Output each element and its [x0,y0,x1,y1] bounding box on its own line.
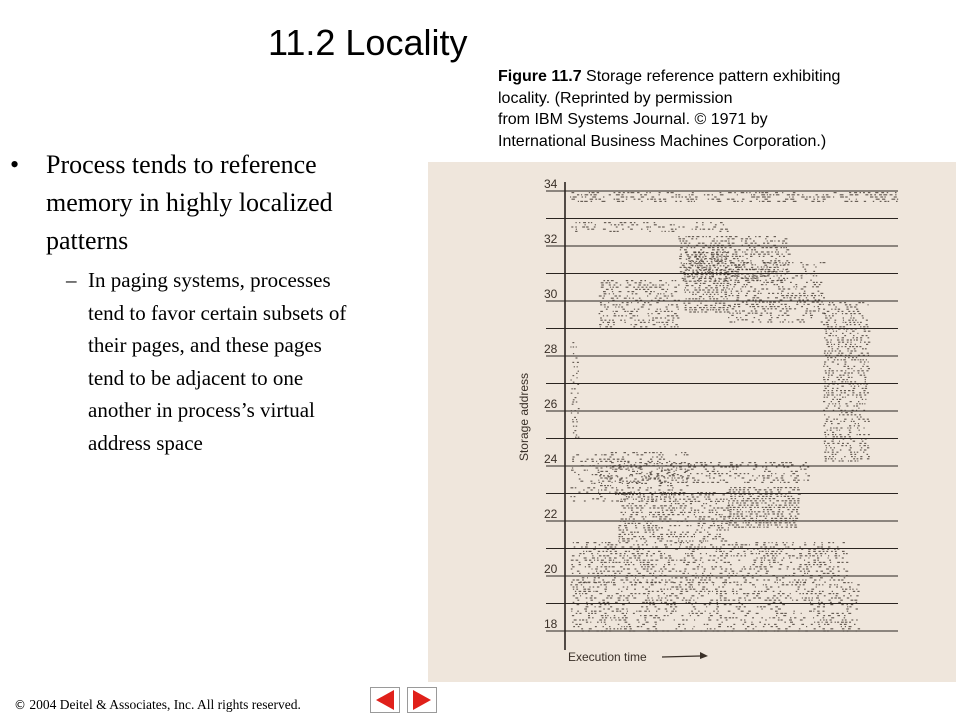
caption-label: Figure 11.7 [498,68,582,85]
bullet-line-1: Process tends to reference [46,150,317,179]
y-tick-label: 24 [544,452,558,466]
y-tick-labels [544,177,558,631]
sub-bullet-line-1: In paging systems, processes [88,268,331,292]
footer-copyright [14,697,301,713]
sub-bullet-item [10,264,425,459]
caption-line-2: locality. (Reprinted by permission [498,89,733,107]
bullet-item [10,146,425,260]
y-axis-label: Storage address [517,372,531,462]
y-tick-label: 18 [544,617,558,631]
y-tick-label: 32 [544,232,558,246]
reference-pattern [570,192,898,632]
sub-bullet-line-6: address space [88,430,203,455]
sub-bullet-line-4: tend to be adjacent to one [88,365,304,390]
bullet-symbol: • [10,150,20,179]
y-tick-label: 30 [544,287,558,301]
y-tick-label: 28 [544,342,558,356]
left-arrow-icon [370,687,400,713]
sub-bullet-line-3: their pages, and these pages [88,333,322,357]
figure-caption [498,66,960,152]
x-axis-label: Execution time [568,650,647,664]
y-tick-label: 22 [544,507,558,521]
storage-reference-figure [428,162,956,682]
right-arrow-icon [407,687,437,713]
copyright-symbol: © [14,698,26,712]
sub-bullet-line-2: tend to favor certain subsets of [88,300,347,325]
sub-bullet-line-5: another in process’s virtual [88,398,315,422]
bullet-line-3: patterns [46,226,129,255]
previous-slide-button[interactable] [370,687,400,713]
slide-title: 11.2 Locality [268,22,468,63]
storage-reference-plot [428,162,956,682]
caption-line-1 [498,66,960,88]
y-tick-label: 34 [544,177,558,191]
y-tick-label: 26 [544,397,558,411]
x-axis-arrow [662,652,708,659]
footer-text: 2004 Deitel & Associates, Inc. All rights reserved. [26,697,301,712]
y-tick-label: 20 [544,562,558,576]
sub-bullet-symbol: – [66,268,77,292]
caption-line-3: from IBM Systems Journal. © 1971 by [498,111,768,128]
caption-line-1-rest: Storage reference pattern exhibiting [581,68,841,85]
bullet-list [10,146,425,459]
bullet-line-2: memory in highly localized [46,188,333,217]
caption-line-4: International Business Machines Corporation.) [498,132,827,150]
next-slide-button[interactable] [407,687,437,713]
